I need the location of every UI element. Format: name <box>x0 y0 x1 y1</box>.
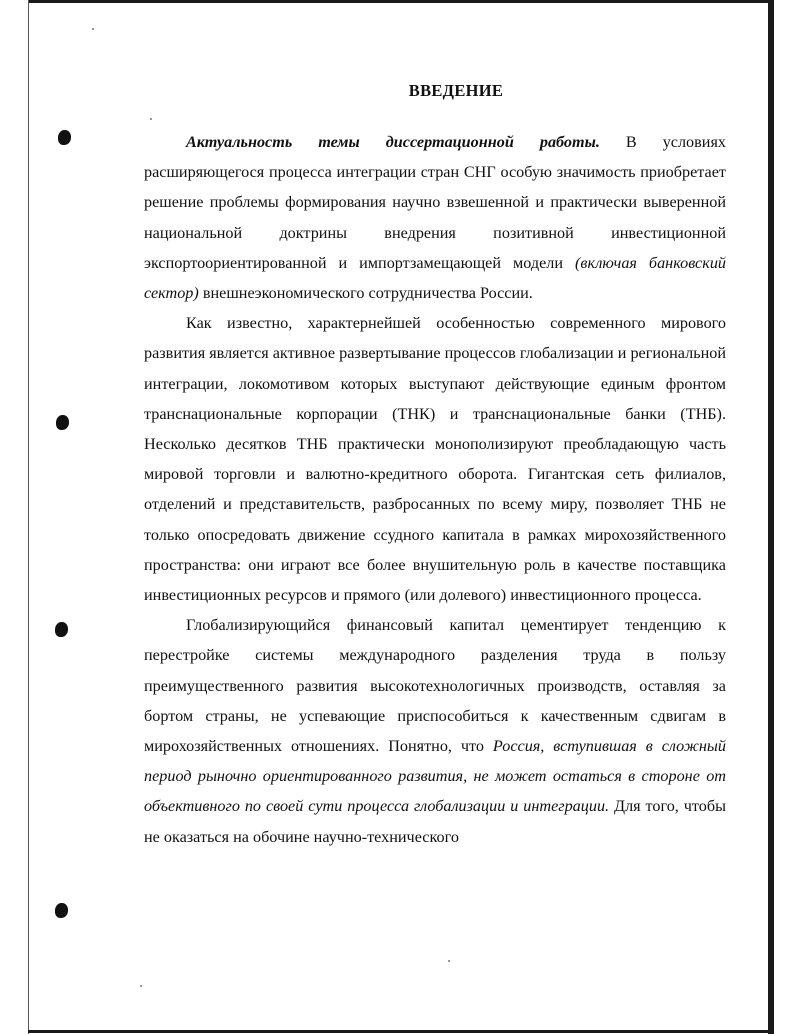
punch-hole-mark <box>55 622 68 637</box>
scan-speck <box>150 118 152 120</box>
paragraph-text: Для того, чтобы не оказаться на обочине научно-технического <box>144 797 727 846</box>
punch-hole-mark <box>55 903 68 918</box>
scan-edge-bottom <box>28 1030 773 1033</box>
scan-speck <box>448 960 450 962</box>
scan-edge-right <box>768 0 774 1034</box>
paragraph-text: Как известно, характернейшей особенностью современного мирового развития является активное развертывание процессов глобализации и региональной интеграции, локомотивом которых выступают действующие единым фронтом транснациональные корпорации (ТНК) и транснациональные банки (ТНБ). Несколько десятков ТНБ практически монополизируют преобладающую часть мировой торговли и валютно-кредитного оборота. Гигантская сеть филиалов, отделений и представительств, разбросанных по всему миру, позволяет ТНБ не только опосредовать движение ссудного капитала в рамках мирохозяйственного пространства: они играют все более внушительную роль в качестве поставщика инвестиционных ресурсов и прямого (или долевого) инвестиционного процесса. <box>144 314 726 605</box>
paragraph-globalization <box>144 308 726 610</box>
punch-hole-mark <box>56 415 69 430</box>
paragraph-text: Глобализирующийся финансовый капитал цементирует тенденцию к перестройке системы международного разделения труда в пользу преимущественного развития высокотехнологичных производств, оставляя за бортом страны, не успевающие приспособиться к качественным сдвигам в мирохозяйственных отношениях. Понятно, что <box>144 616 726 756</box>
page-title: ВВЕДЕНИЕ <box>408 81 504 101</box>
body-text <box>144 127 726 852</box>
paragraph-text: В условиях расширяющегося процесса интеграции стран СНГ особую значимость приобретает решение проблемы формирования научно взвешенной и практически выверенной национальной доктрины внедрения позитивной инвестиционной экспортоориентированной и импортзамещающей модели <box>144 133 726 272</box>
paragraph-text: внешнеэкономического сотрудничества России. <box>198 284 533 303</box>
scan-edge-top <box>28 0 773 3</box>
scan-edge-left <box>28 0 29 1034</box>
punch-hole-mark <box>58 130 71 145</box>
relevance-heading: Актуальность темы диссертационной работы. <box>186 133 600 151</box>
paragraph-financial-capital <box>144 610 726 852</box>
paragraph-relevance <box>144 127 726 308</box>
scan-speck <box>92 28 94 30</box>
paragraph-italic-text: Россия, вступившая в сложный период рыночно ориентированного развития, не может остаться в стороне от объективного по своей сути процесса глобализации и интеграции. <box>144 737 726 816</box>
paragraph-italic-text: (включая банковский сектор) <box>144 253 727 303</box>
scan-speck <box>140 985 142 987</box>
